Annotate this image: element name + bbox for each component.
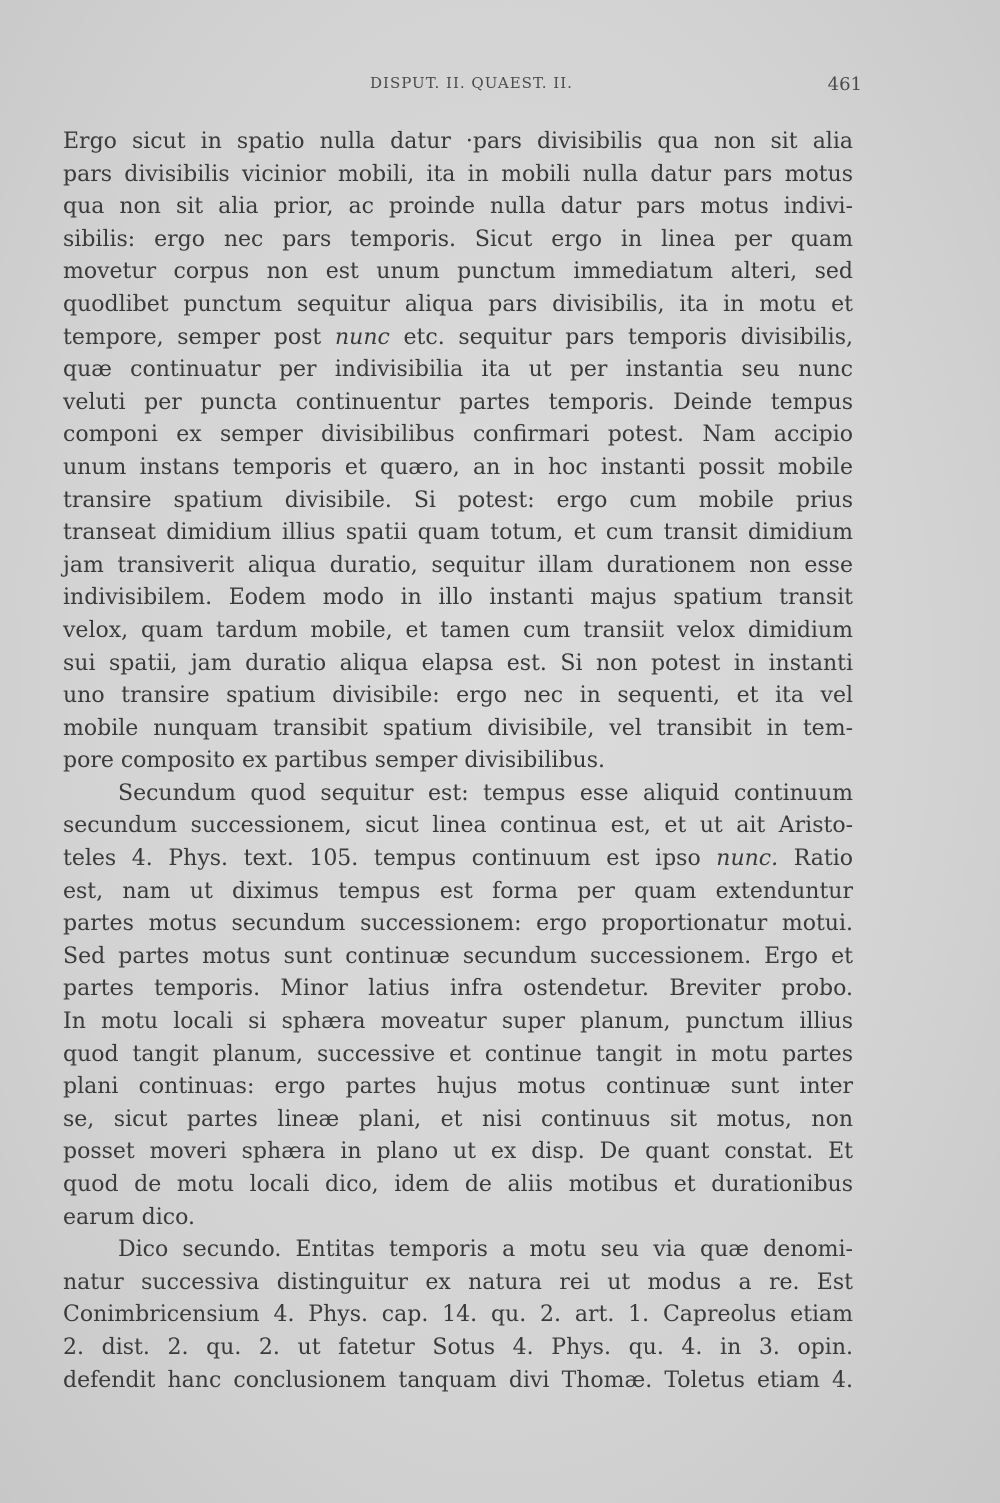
text-line: jam transiverit aliqua duratio, sequitur illam durationem non esse xyxy=(63,552,853,578)
text-line: partes motus secundum successionem: ergo proportionatur motui. xyxy=(63,911,853,937)
text-line: velox, quam tardum mobile, et tamen cum transiit velox dimidium xyxy=(63,617,853,643)
text-line: se, sicut partes lineæ plani, et nisi continuus sit motus, non xyxy=(63,1106,853,1132)
text-line: In motu locali si sphæra moveatur super planum, punctum illius xyxy=(63,1009,853,1035)
text-line: pore composito ex partibus semper divisibilibus. xyxy=(63,748,605,774)
page-number: 461 xyxy=(827,74,862,95)
text-line: Conimbricensium 4. Phys. cap. 14. qu. 2. art. 1. Capreolus etiam xyxy=(63,1302,853,1328)
running-head: DISPUT. II. QUAEST. II. xyxy=(370,74,573,92)
text-line: plani continuas: ergo partes hujus motus continuæ sunt inter xyxy=(63,1074,853,1100)
text-line: qua non sit alia prior, ac proinde nulla datur pars motus indivi- xyxy=(63,194,853,220)
text-line: defendit hanc conclusionem tanquam divi Thomæ. Toletus etiam 4. xyxy=(63,1367,853,1393)
text-line: indivisibilem. Eodem modo in illo instanti majus spatium transit xyxy=(63,585,853,611)
text-line: earum dico. xyxy=(63,1204,195,1230)
text-line: mobile nunquam transibit spatium divisibile, vel transibit in tem- xyxy=(63,715,853,741)
text-line: veluti per puncta continuentur partes temporis. Deinde tempus xyxy=(63,389,853,415)
italic-word: nunc xyxy=(334,324,390,350)
italic-word: nunc. xyxy=(716,846,779,872)
text-line: movetur corpus non est unum punctum immediatum alteri, sed xyxy=(63,259,853,285)
text-line: Ergo sicut in spatio nulla datur ·pars divisibilis qua non sit alia xyxy=(63,129,853,154)
text-line: uno transire spatium divisibile: ergo nec in sequenti, et ita vel xyxy=(63,683,853,709)
text-line: transeat dimidium illius spatii quam totum, et cum transit dimidium xyxy=(63,520,853,546)
text-line: secundum successionem, sicut linea continua est, et ut ait Aristo- xyxy=(63,813,853,839)
text-segment: etc. sequitur pars temporis divisibilis, xyxy=(389,324,853,350)
text-line: componi ex semper divisibilibus confirmari potest. Nam accipio xyxy=(63,422,853,448)
text-segment: Ratio xyxy=(778,846,854,872)
body-text xyxy=(63,126,853,1397)
text-segment: tempore, semper post xyxy=(63,324,335,350)
text-line: sui spatii, jam duratio aliqua elapsa est. Si non potest in instanti xyxy=(63,650,853,676)
text-line: Dico secundo. Entitas temporis a motu seu via quæ denomi- xyxy=(118,1237,853,1263)
text-line: est, nam ut diximus tempus est forma per quam extenduntur xyxy=(63,878,853,904)
text-line: sibilis: ergo nec pars temporis. Sicut ergo in linea per quam xyxy=(63,226,853,252)
text-line: 2. dist. 2. qu. 2. ut fatetur Sotus 4. Phys. qu. 4. in 3. opin. xyxy=(63,1334,853,1360)
text-line: pars divisibilis vicinior mobili, ita in mobili nulla datur pars motus xyxy=(63,161,853,187)
text-line: Secundum quod sequitur est: tempus esse aliquid continuum xyxy=(118,780,853,806)
text-line: Sed partes motus sunt continuæ secundum successionem. Ergo et xyxy=(63,943,853,969)
text-line: quod tangit planum, successive et continue tangit in motu partes xyxy=(63,1041,853,1067)
text-line: quod de motu locali dico, idem de aliis motibus et durationibus xyxy=(63,1172,853,1197)
text-segment: teles 4. Phys. text. 105. tempus continuum est ipso xyxy=(63,846,717,872)
text-line: unum instans temporis et quæro, an in hoc instanti possit mobile xyxy=(63,454,853,480)
text-line: transire spatium divisibile. Si potest: ergo cum mobile prius xyxy=(63,487,853,513)
text-line: posset moveri sphæra in plano ut ex disp. De quant constat. Et xyxy=(63,1139,853,1165)
text-line xyxy=(63,322,853,355)
text-line: natur successiva distinguitur ex natura rei ut modus a re. Est xyxy=(63,1269,853,1295)
text-line: quæ continuatur per indivisibilia ita ut per instantia seu nunc xyxy=(63,357,853,383)
text-line: partes temporis. Minor latius infra ostendetur. Breviter probo. xyxy=(63,976,853,1002)
text-line xyxy=(63,843,853,876)
text-line: quodlibet punctum sequitur aliqua pars divisibilis, ita in motu et xyxy=(63,291,853,317)
